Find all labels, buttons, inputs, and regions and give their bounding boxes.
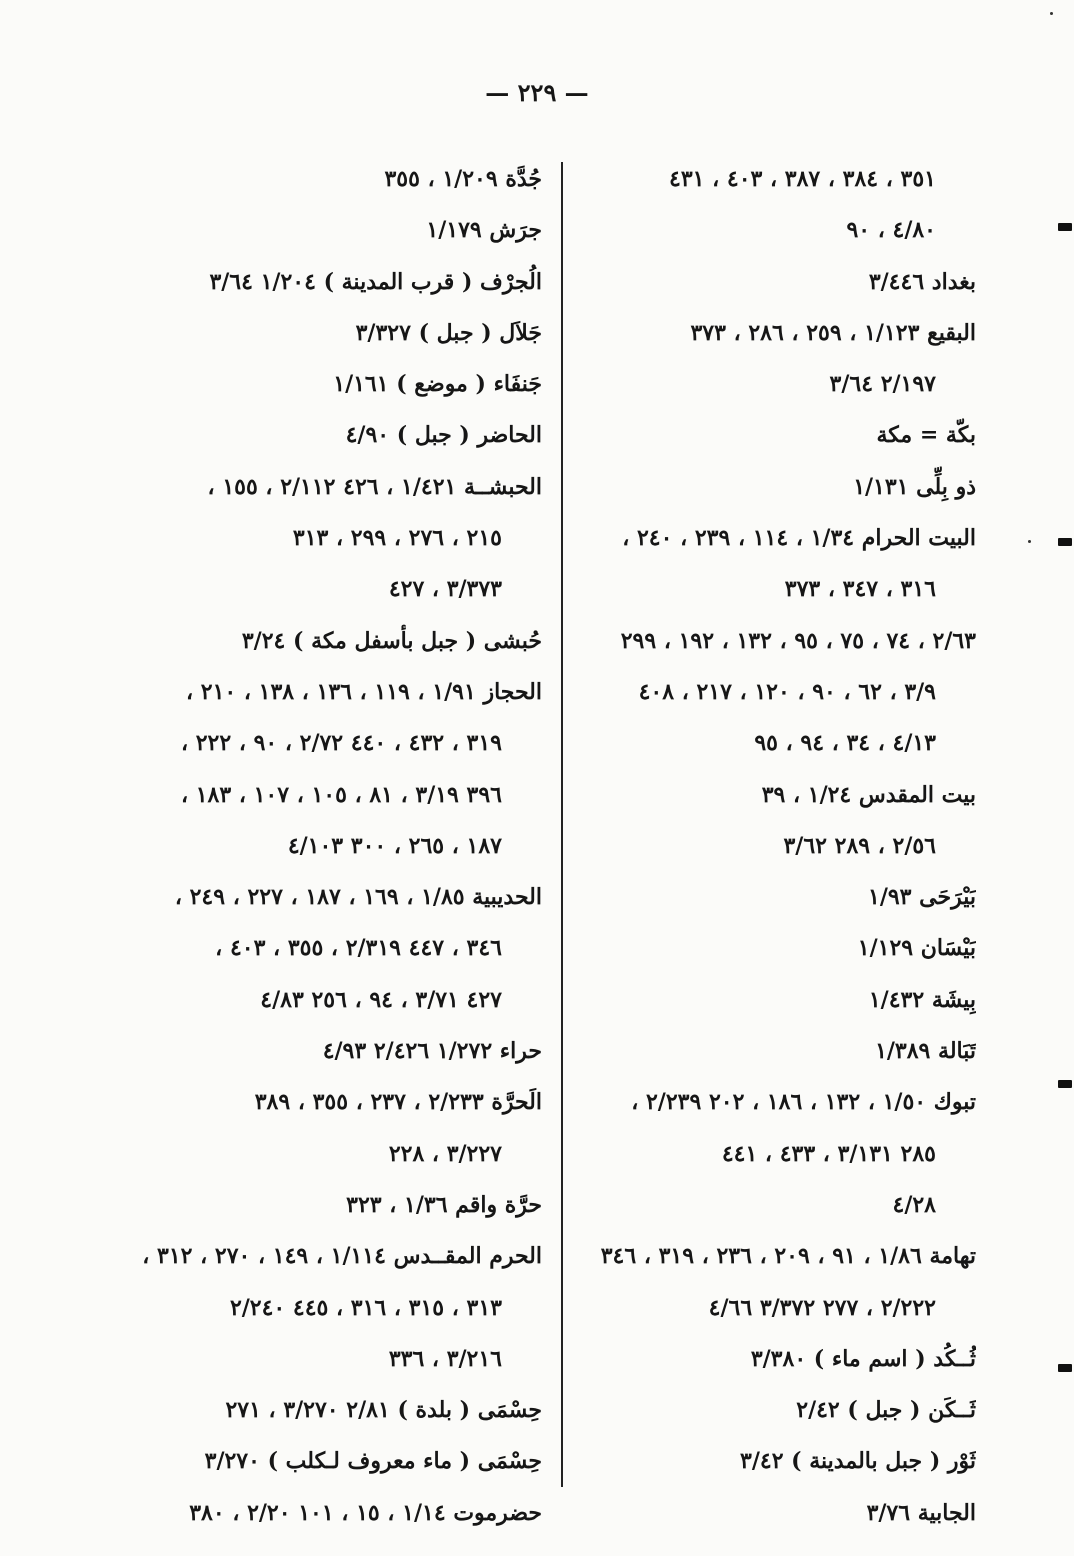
index-entry: ثَــكَن ( جبل ) ٢/٤٢ bbox=[796, 1397, 976, 1424]
index-entry: بكّة = مكة bbox=[876, 422, 976, 449]
index-entry: جَنفَاء ( موضع ) ١/١٦١ bbox=[333, 371, 542, 398]
index-entry: بغداد ٣/٤٤٦ bbox=[868, 268, 976, 295]
index-entry: تَبَالة ١/٣٨٩ bbox=[875, 1038, 976, 1065]
index-entry: ثَوْر ( جبل بالمدينة ) ٣/٤٢ bbox=[740, 1448, 976, 1475]
margin-speck bbox=[1028, 540, 1031, 543]
index-continuation-line: ٤/٢٨ bbox=[892, 1191, 936, 1218]
index-continuation-line: ٣١٩ ، ٤٣٢ ، ٤٤٠ ٢/٧٢ ، ٩٠ ، ٢٢٢ ، bbox=[180, 730, 502, 757]
index-entry: ٢/٦٣ ، ٧٤ ، ٧٥ ، ٩٥ ، ١٣٢ ، ١٩٢ ، ٢٩٩ bbox=[620, 627, 976, 654]
margin-mark bbox=[1058, 1080, 1072, 1088]
index-entry: تهامة ١/٨٦ ، ٩١ ، ٢٠٩ ، ٢٣٦ ، ٣١٩ ، ٣٤٦ bbox=[600, 1243, 976, 1270]
index-continuation-line: ٢/٥٦ ، ٢٨٩ ٣/٦٢ bbox=[783, 832, 936, 859]
index-entry: الحجاز ١/٩١ ، ١١٩ ، ١٣٦ ، ١٣٨ ، ٢١٠ ، bbox=[186, 678, 542, 705]
index-entry: بيت المقدس ١/٢٤ ، ٣٩ bbox=[761, 781, 976, 808]
index-entry: ذو بِلِّى ١/١٣١ bbox=[853, 473, 976, 500]
index-continuation-line: ٣٩٦ ٣/١٩ ، ٨١ ، ١٠٥ ، ١٠٧ ، ١٨٣ ، bbox=[180, 781, 502, 808]
index-entry: بَيْسَان ١/١٢٩ bbox=[857, 935, 976, 962]
index-continuation-line: ٢٨٥ ٣/١٣١ ، ٤٣٣ ، ٤٤١ bbox=[721, 1140, 936, 1167]
index-entry: الجابية ٣/٧٦ bbox=[866, 1499, 976, 1526]
margin-speck bbox=[1050, 12, 1053, 15]
index-continuation-line: ٣/٢١٦ ، ٣٣٦ bbox=[388, 1345, 502, 1372]
margin-mark bbox=[1058, 538, 1072, 546]
index-column-right bbox=[556, 154, 976, 1539]
index-entry: البقيع ١/١٢٣ ، ٢٥٩ ، ٢٨٦ ، ٣٧٣ bbox=[690, 319, 976, 346]
index-continuation-line: ٤/١٣ ، ٣٤ ، ٩٤ ، ٩٥ bbox=[754, 730, 936, 757]
index-entry: حرَّة واقم ١/٣٦ ، ٣٢٣ bbox=[346, 1191, 542, 1218]
index-entry: جُدَّة ١/٢٠٩ ، ٣٥٥ bbox=[384, 166, 542, 192]
index-continuation-line: ٣٤٦ ، ٤٤٧ ٢/٣١٩ ، ٣٥٥ ، ٤٠٣ ، bbox=[215, 935, 502, 962]
index-entry: حضرموت ١/١٤ ، ١٥ ، ١٠١ ٢/٢٠ ، ٣٨٠ bbox=[189, 1499, 542, 1526]
index-entry: حِسْمَى ( بلدة ) ٢/٨١ ٣/٢٧٠ ، ٢٧١ bbox=[225, 1397, 542, 1424]
index-entry: حُبشى ( جبل بأسفل مكة ) ٣/٢٤ bbox=[241, 627, 542, 654]
index-continuation-line: ١٨٧ ، ٢٦٥ ، ٣٠٠ ٤/١٠٣ bbox=[287, 832, 502, 859]
page-number: — ٢٢٩ — bbox=[485, 78, 589, 107]
index-continuation-line: ٣٥١ ، ٣٨٤ ، ٣٨٧ ، ٤٠٣ ، ٤٣١ bbox=[669, 166, 936, 192]
index-entry: البيت الحرام ١/٣٤ ، ١١٤ ، ٢٣٩ ، ٢٤٠ ، bbox=[622, 525, 976, 552]
margin-mark bbox=[1058, 1364, 1072, 1372]
index-continuation-line: ٣/٩ ، ٦٢ ، ٩٠ ، ١٢٠ ، ٢١٧ ، ٤٠٨ bbox=[638, 678, 936, 705]
index-entry: بَيْرَحَى ١/٩٣ bbox=[868, 884, 976, 911]
index-continuation-line: ٣/٣٧٣ ، ٤٢٧ bbox=[388, 576, 502, 603]
index-entry: الَحرَّة ٢/٢٣٣ ، ٢٣٧ ، ٣٥٥ ، ٣٨٩ bbox=[254, 1089, 542, 1116]
index-continuation-line: ٢/٢٢٢ ، ٢٧٧ ٣/٣٧٢ ٤/٦٦ bbox=[708, 1294, 936, 1321]
index-entry: جرَش ١/١٧٩ bbox=[426, 217, 542, 244]
index-continuation-line: ٣/٢٢٧ ، ٢٢٨ bbox=[388, 1140, 502, 1167]
index-continuation-line: ٤/٨٠ ، ٩٠ bbox=[846, 217, 936, 244]
index-entry: الحبشــة ١/٤٢١ ، ٤٢٦ ٢/١١٢ ، ١٥٥ ، bbox=[207, 473, 542, 500]
margin-mark bbox=[1058, 223, 1072, 231]
index-entry: حِسْمَى ( ماء معروف لـكلب ) ٣/٢٧٠ bbox=[204, 1448, 542, 1475]
index-entry: تبوك ١/٥٠ ، ١٣٢ ، ١٨٦ ، ٢٠٢ ٢/٢٣٩ ، bbox=[631, 1089, 976, 1116]
index-entry: حراء ١/٢٧٢ ٢/٤٢٦ ٤/٩٣ bbox=[322, 1038, 542, 1065]
index-continuation-line: ٣١٦ ، ٣٤٧ ، ٣٧٣ bbox=[784, 576, 936, 603]
index-entry: الحديبية ١/٨٥ ، ١٦٩ ، ١٨٧ ، ٢٢٧ ، ٢٤٩ ، bbox=[174, 884, 542, 911]
index-entry: بِيشَة ١/٤٣٢ bbox=[868, 986, 976, 1013]
index-continuation-line: ٢/١٩٧ ٣/٦٤ bbox=[829, 371, 936, 398]
index-entry: الُجرْف ( قرب المدينة ) ١/٢٠٤ ٣/٦٤ bbox=[209, 268, 542, 295]
index-entry: الحرم المقــدس ١/١١٤ ، ١٤٩ ، ٢٧٠ ، ٣١٢ ، bbox=[142, 1243, 542, 1270]
index-entry: ثُــكُد ( اسم ماء ) ٣/٣٨٠ bbox=[750, 1345, 976, 1372]
index-column-left bbox=[122, 154, 542, 1539]
index-entry: جَلاَل ( جبل ) ٣/٣٢٧ bbox=[355, 319, 542, 346]
index-entry: الحاضر ( جبل ) ٤/٩٠ bbox=[345, 422, 542, 449]
index-continuation-line: ٣١٣ ، ٣١٥ ، ٣١٦ ، ٤٤٥ ٢/٢٤٠ bbox=[229, 1294, 502, 1321]
index-continuation-line: ٤٢٧ ٣/٧١ ، ٩٤ ، ٢٥٦ ٤/٨٣ bbox=[260, 986, 502, 1013]
index-continuation-line: ٢١٥ ، ٢٧٦ ، ٢٩٩ ، ٣١٣ bbox=[292, 525, 502, 552]
